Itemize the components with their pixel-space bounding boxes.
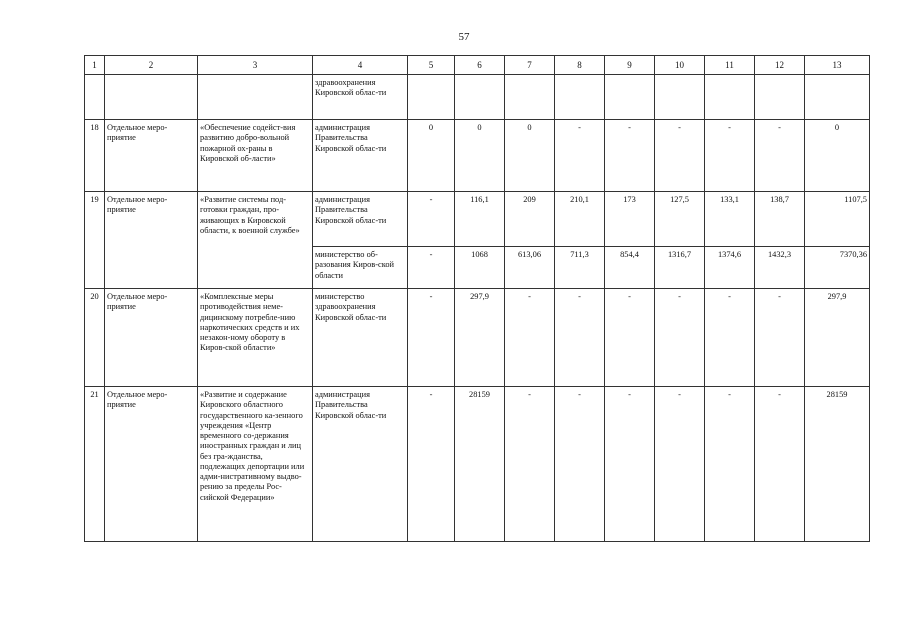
value-cell: 1316,7 bbox=[655, 247, 705, 289]
value-cell: 0 bbox=[408, 120, 455, 192]
row-number: 21 bbox=[85, 387, 105, 542]
column-header: 11 bbox=[705, 56, 755, 75]
value-cell: - bbox=[408, 289, 455, 387]
agency-cell: администрация Правительства Кировской облас-ти bbox=[313, 192, 408, 247]
program-table bbox=[84, 55, 870, 542]
agency-cell: здравоохранения Кировской облас-ти bbox=[313, 75, 408, 120]
column-header: 3 bbox=[198, 56, 313, 75]
event-name-cell: «Развитие системы под-готовки граждан, про-живающих в Кировской области, к военной службе» bbox=[198, 192, 313, 289]
table-cell bbox=[198, 75, 313, 120]
row-number: 18 bbox=[85, 120, 105, 192]
value-cell: 0 bbox=[455, 120, 505, 192]
row-number: 20 bbox=[85, 289, 105, 387]
value-cell: 297,9 bbox=[455, 289, 505, 387]
table-cell bbox=[408, 75, 455, 120]
table-cell bbox=[85, 75, 105, 120]
row-number: 19 bbox=[85, 192, 105, 289]
table-row-continuation bbox=[85, 75, 870, 120]
value-cell: - bbox=[755, 387, 805, 542]
value-cell: 297,9 bbox=[805, 289, 870, 387]
value-cell: 1374,6 bbox=[705, 247, 755, 289]
value-cell: 613,06 bbox=[505, 247, 555, 289]
column-header: 13 bbox=[805, 56, 870, 75]
table-header-row bbox=[85, 56, 870, 75]
event-name-cell: «Развитие и содержание Кировского областного государственного ка-зенного учреждения «Центр временного со-держания иностранных граждан и лиц без гра-жданства, подлежащих депортации или адми-нистративному выдво-рению за пределы Рос-сийской Федерации» bbox=[198, 387, 313, 542]
column-header: 7 bbox=[505, 56, 555, 75]
column-header: 4 bbox=[313, 56, 408, 75]
value-cell: 0 bbox=[505, 120, 555, 192]
column-header: 1 bbox=[85, 56, 105, 75]
table-cell bbox=[555, 75, 605, 120]
value-cell: 28159 bbox=[805, 387, 870, 542]
value-cell: 1107,5 bbox=[805, 192, 870, 247]
event-name-cell: «Комплексные меры противодействия неме-дицинскому потребле-нию наркотических средств и их незакон-ному обороту в Киров-ской области» bbox=[198, 289, 313, 387]
value-cell: - bbox=[408, 387, 455, 542]
value-cell: 173 bbox=[605, 192, 655, 247]
value-cell: 133,1 bbox=[705, 192, 755, 247]
event-type-cell: Отдельное меро-приятие bbox=[105, 387, 198, 542]
table-cell bbox=[455, 75, 505, 120]
column-header: 10 bbox=[655, 56, 705, 75]
event-name-cell: «Обеспечение содейст-вия развитию добро-вольной пожарной ох-раны в Кировской об-ласти» bbox=[198, 120, 313, 192]
event-type-cell: Отдельное меро-приятие bbox=[105, 289, 198, 387]
agency-cell: администрация Правительства Кировской облас-ти bbox=[313, 120, 408, 192]
column-header: 8 bbox=[555, 56, 605, 75]
table-cell bbox=[105, 75, 198, 120]
value-cell: - bbox=[505, 387, 555, 542]
table-cell bbox=[505, 75, 555, 120]
value-cell: - bbox=[555, 387, 605, 542]
value-cell: 854,4 bbox=[605, 247, 655, 289]
value-cell: - bbox=[408, 192, 455, 247]
table-cell bbox=[755, 75, 805, 120]
table-cell bbox=[805, 75, 870, 120]
value-cell: - bbox=[705, 387, 755, 542]
value-cell: 210,1 bbox=[555, 192, 605, 247]
table-cell bbox=[655, 75, 705, 120]
agency-cell: министерство об-разования Киров-ской области bbox=[313, 247, 408, 289]
value-cell: 209 bbox=[505, 192, 555, 247]
value-cell: - bbox=[605, 120, 655, 192]
table-row-18 bbox=[85, 120, 870, 192]
value-cell: - bbox=[605, 289, 655, 387]
value-cell: 711,3 bbox=[555, 247, 605, 289]
value-cell: - bbox=[655, 120, 705, 192]
value-cell: - bbox=[505, 289, 555, 387]
value-cell: - bbox=[655, 387, 705, 542]
column-header: 12 bbox=[755, 56, 805, 75]
value-cell: 7370,36 bbox=[805, 247, 870, 289]
table-cell bbox=[705, 75, 755, 120]
table-row-19 bbox=[85, 192, 870, 247]
table-row-21 bbox=[85, 387, 870, 542]
value-cell: 127,5 bbox=[655, 192, 705, 247]
value-cell: - bbox=[555, 120, 605, 192]
value-cell: - bbox=[755, 120, 805, 192]
event-type-cell: Отдельное меро-приятие bbox=[105, 120, 198, 192]
table-row-20 bbox=[85, 289, 870, 387]
page-number: 57 bbox=[458, 31, 470, 43]
table-cell bbox=[605, 75, 655, 120]
agency-cell: министерство здравоохранения Кировской облас-ти bbox=[313, 289, 408, 387]
value-cell: - bbox=[705, 289, 755, 387]
value-cell: 116,1 bbox=[455, 192, 505, 247]
value-cell: - bbox=[755, 289, 805, 387]
column-header: 6 bbox=[455, 56, 505, 75]
value-cell: - bbox=[605, 387, 655, 542]
value-cell: 1432,3 bbox=[755, 247, 805, 289]
value-cell: 0 bbox=[805, 120, 870, 192]
value-cell: - bbox=[655, 289, 705, 387]
column-header: 2 bbox=[105, 56, 198, 75]
column-header: 9 bbox=[605, 56, 655, 75]
value-cell: 1068 bbox=[455, 247, 505, 289]
value-cell: 28159 bbox=[455, 387, 505, 542]
value-cell: - bbox=[705, 120, 755, 192]
agency-cell: администрация Правительства Кировской облас-ти bbox=[313, 387, 408, 542]
value-cell: 138,7 bbox=[755, 192, 805, 247]
value-cell: - bbox=[555, 289, 605, 387]
value-cell: - bbox=[408, 247, 455, 289]
event-type-cell: Отдельное меро-приятие bbox=[105, 192, 198, 289]
column-header: 5 bbox=[408, 56, 455, 75]
